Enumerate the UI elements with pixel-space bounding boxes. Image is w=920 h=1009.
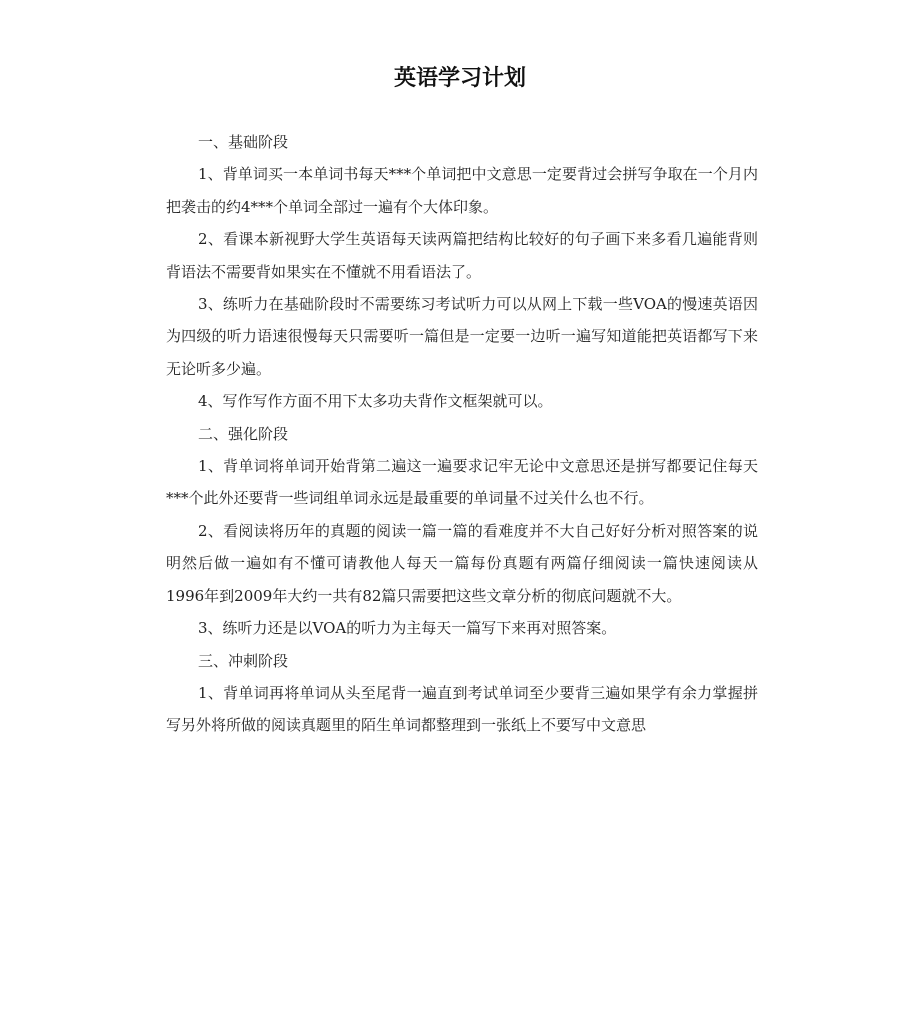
paragraph-intensive-reading: 2、看阅读将历年的真题的阅读一篇一篇的看难度并不大自己好好分析对照答案的说明然后做一遍如有不懂可请教他人每天一篇每份真题有两篇仔细阅读一篇快速阅读从1996年到2009年大约一共有82篇只需要把这些文章分析的彻底问题就不大。 [166,521,758,605]
document-body [166,126,758,742]
section-heading-intensive: 二、强化阶段 [198,424,289,443]
paragraph-basic-writing: 4、写作写作方面不用下太多功夫背作文框架就可以。 [198,392,553,411]
document-title: 英语学习计划 [393,66,526,91]
section-heading-basic: 一、基础阶段 [198,133,289,151]
paragraph-intensive-listening: 3、练听力还是以VOA的听力为主每天一篇写下来再对照答案。 [198,619,617,638]
paragraph-basic-textbook: 2、看课本新视野大学生英语每天读两篇把结构比较好的句子画下来多看几遍能背则背语法不需要背如果实在不懂就不用看语法了。 [166,230,758,281]
section-heading-sprint: 三、冲刺阶段 [198,651,289,670]
paragraph-basic-vocabulary: 1、背单词买一本单词书每天***个单词把中文意思一定要背过会拼写争取在一个月内把袭击的约4***个单词全部过一遍有个大体印象。 [166,165,758,216]
paragraph-intensive-vocabulary: 1、背单词将单词开始背第二遍这一遍要求记牢无论中文意思还是拼写都要记住每天***个此外还要背一些词组单词永远是最重要的单词量不过关什么也不行。 [166,457,758,508]
paragraph-sprint-vocabulary: 1、背单词再将单词从头至尾背一遍直到考试单词至少要背三遍如果学有余力掌握拼写另外将所做的阅读真题里的陌生单词都整理到一张纸上不要写中文意思 [166,683,758,735]
paragraph-basic-listening: 3、练听力在基础阶段时不需要练习考试听力可以从网上下载一些VOA的慢速英语因为四级的听力语速很慢每天只需要听一篇但是一定要一边听一遍写知道能把英语都写下来无论听多少遍。 [166,295,758,378]
